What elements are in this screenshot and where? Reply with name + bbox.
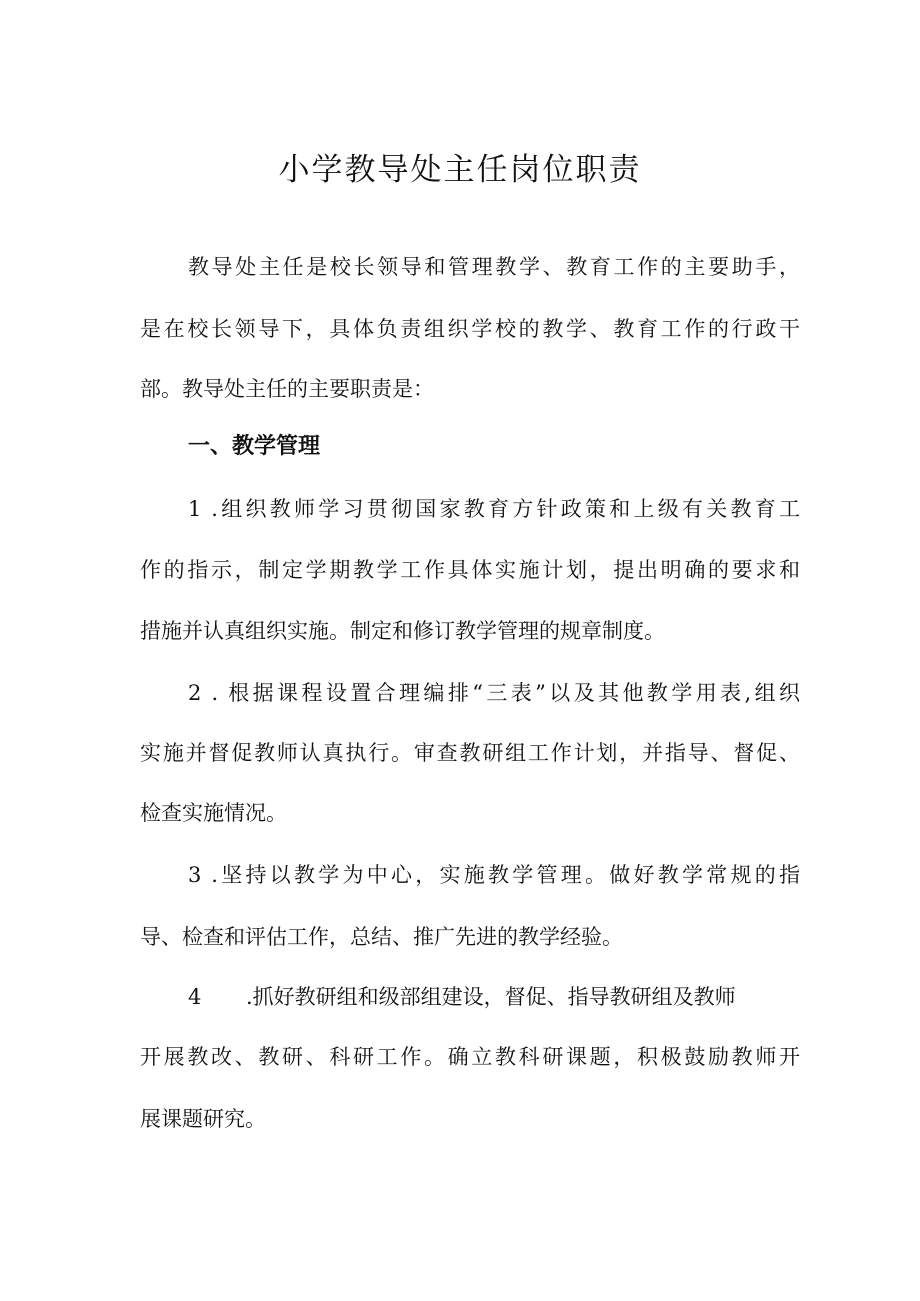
intro-line-1: 教导处主任是校长领导和管理教学、教育工作的主要助手， — [188, 255, 800, 279]
item-1-text: .组织教师学习贯彻国家教育方针政策和上级有关教育工 — [201, 497, 800, 521]
item-2-line-1 — [188, 678, 800, 708]
item-4-line-1 — [188, 982, 800, 1012]
item-4-number: 4 — [188, 985, 202, 1009]
section-heading: 一、教学管理 — [188, 434, 321, 459]
item-2-line-2: 实施并督促教师认真执行。审查教研组工作计划，并指导、督促、 — [140, 741, 800, 765]
item-1-line-3: 措施并认真组织实施。制定和修订教学管理的规章制度。 — [140, 619, 665, 643]
item-4-line-3: 展课题研究。 — [140, 1107, 266, 1131]
item-2-line-3: 检查实施情况。 — [140, 801, 287, 825]
item-3-line-1 — [188, 860, 800, 890]
item-1-number: 1 — [188, 497, 202, 521]
item-3-number: 3 — [188, 863, 202, 887]
item-2-text: . 根据课程设置合理编排“三表”以及其他教学用表,组织 — [201, 681, 800, 705]
intro-line-3: 部。教导处主任的主要职责是： — [140, 377, 434, 401]
item-3-line-2: 导、检查和评估工作，总结、推广先进的教学经验。 — [140, 925, 623, 949]
item-4-text: .抓好教研组和级部组建设，督促、指导教研组及教师 — [246, 985, 736, 1009]
item-1-line-2: 作的指示，制定学期教学工作具体实施计划，提出明确的要求和 — [140, 558, 800, 582]
item-4-line-2: 开展教改、教研、科研工作。确立教科研课题，积极鼓励教师开 — [140, 1045, 800, 1069]
item-1-line-1 — [188, 494, 800, 524]
intro-line-2: 是在校长领导下，具体负责组织学校的教学、教育工作的行政干 — [140, 317, 800, 341]
item-2-number: 2 — [188, 681, 202, 705]
item-3-text: .坚持以教学为中心，实施教学管理。做好教学常规的指 — [201, 863, 800, 887]
document-title: 小学教导处主任岗位职责 — [278, 152, 642, 188]
